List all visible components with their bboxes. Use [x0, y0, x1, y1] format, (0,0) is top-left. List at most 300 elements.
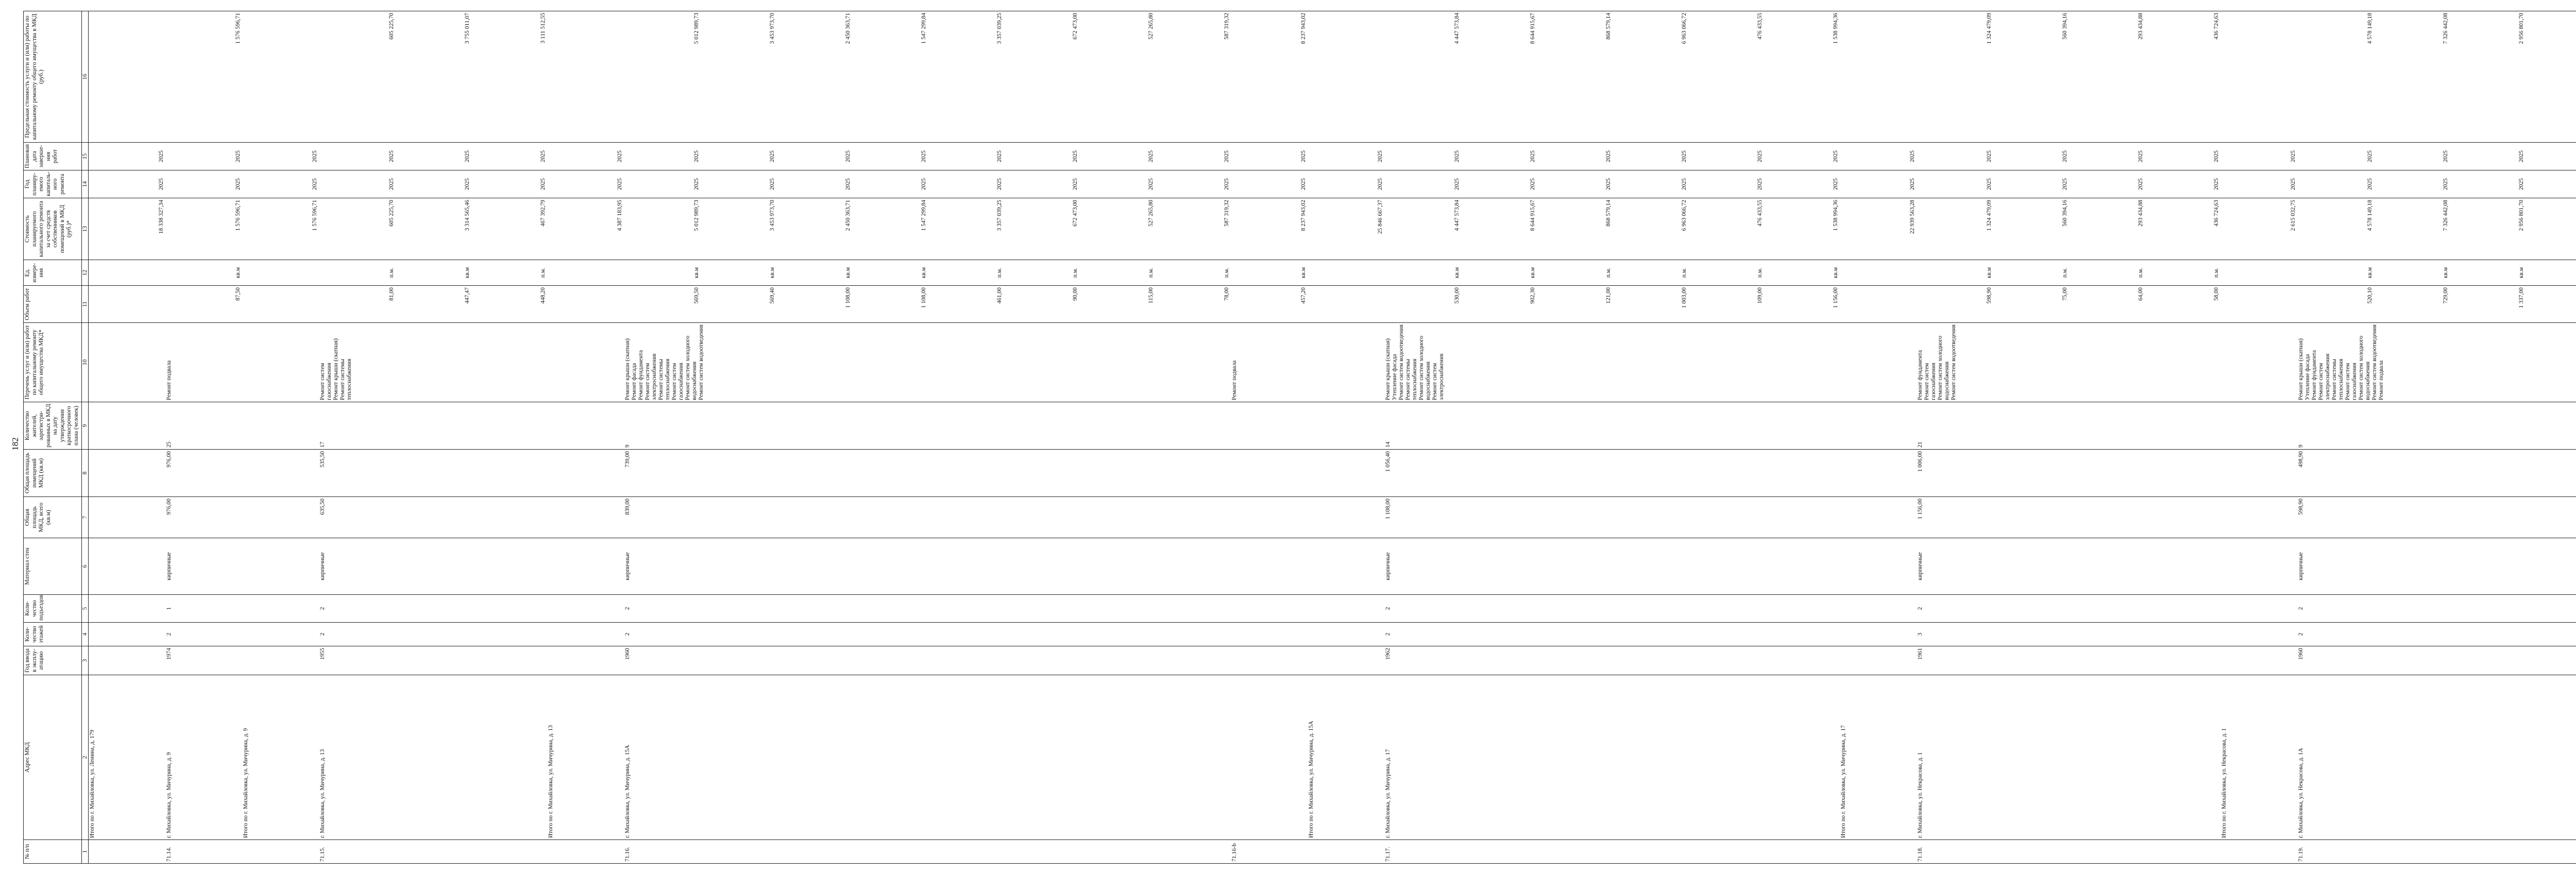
cell-mat	[1840, 538, 1917, 595]
cell-line: 2 615 032,75	[2290, 200, 2296, 231]
cell-n: 71.15.	[319, 840, 547, 864]
cell-line: 3 314 565,46	[464, 200, 470, 231]
cell-lim	[1308, 11, 1384, 143]
cell-vol	[1308, 286, 1384, 323]
column-number: 8	[82, 450, 89, 497]
cell-line: 560 394,16	[2062, 200, 2068, 227]
cell-line: 902,30	[1530, 287, 1536, 304]
cell-line: кв.м	[464, 267, 470, 279]
cell-line: 1 324 479,09	[1986, 13, 1992, 44]
cell-line: 2025	[2518, 150, 2524, 162]
cell-pld	[2221, 143, 2297, 170]
cell-line: 2 450 363,71	[845, 13, 851, 44]
cell-line: 25 846 667,37	[1377, 200, 1383, 234]
cell-line: 2025	[1072, 150, 1078, 162]
cell-fl: 2	[1384, 623, 1840, 646]
cell-line: 2025	[1224, 150, 1230, 162]
cell-unit	[1840, 260, 1917, 286]
cell-line: Ремонт крыши (скатная)	[2298, 338, 2304, 400]
column-number: 9	[82, 402, 89, 450]
cell-ent	[242, 595, 319, 623]
cell-addr	[1308, 675, 1384, 840]
cell-line	[2525, 262, 2576, 284]
cell-year: 1960	[2297, 646, 2576, 675]
cell-line: 2025	[769, 150, 775, 162]
cell-line: 2025	[1909, 178, 1916, 190]
header-cell: Предельная стоимость услуги и (или) работы по капитальному ремонту общего имущества в МКД (руб.)	[24, 11, 82, 143]
cell-n	[1840, 840, 1917, 864]
page-number: 182	[10, 437, 20, 451]
cell-line: кв.м	[2518, 267, 2524, 279]
cell-pa	[1231, 450, 1308, 497]
cell-line: 476 433,55	[1757, 13, 1763, 40]
cell-line: 2025	[388, 150, 395, 162]
cell-line: кв.м	[845, 267, 851, 279]
cell-line: г. Михайловка, ул. Мичурина, д. 13	[319, 749, 326, 838]
cell-unit	[2221, 260, 2297, 286]
cell-line: Итого по г. Михайловка, ул. Ленина, д. 179	[89, 729, 95, 838]
cell-n	[2221, 840, 2297, 864]
cell-vol	[547, 286, 624, 323]
cell-line: 2025	[769, 178, 775, 190]
cell-line	[2525, 144, 2576, 168]
cell-pa: 739,00	[624, 450, 1231, 497]
header-cell: № п/п	[24, 840, 82, 864]
table-row	[2297, 11, 2576, 864]
cell-ent	[1308, 595, 1384, 623]
cell-line: Ремонт систем холодного водоснабжения	[1937, 335, 1950, 400]
cell-mat	[1308, 538, 1384, 595]
cell-line: 520,10	[2367, 287, 2373, 304]
cell-line	[2221, 287, 2297, 321]
cell-res: 9	[2297, 402, 2576, 450]
column-number: 2	[82, 675, 89, 840]
cell-line: п.м.	[2213, 267, 2219, 278]
cell-mat	[1231, 538, 1308, 595]
cell-unit	[547, 260, 624, 286]
cell-line: 7 326 442,08	[2443, 13, 2449, 44]
cell-line: 2025	[1377, 150, 1383, 162]
cell-cost	[319, 198, 547, 260]
cell-fl: 2	[624, 623, 1231, 646]
cell-unit	[89, 260, 166, 286]
cell-line: п.м.	[1072, 267, 1078, 278]
cell-line: п.м.	[1757, 267, 1763, 278]
cell-ta: 1 108,00	[1384, 497, 1840, 538]
cell-fl	[89, 623, 166, 646]
cell-line: г. Михайловка, ул. Мичурина, д. 15А	[624, 745, 631, 838]
cell-line: 1 337,00	[2518, 287, 2524, 309]
cell-unit	[624, 260, 1231, 286]
cell-pa: 976,00	[165, 450, 242, 497]
cell-line: 598,90	[1986, 287, 1992, 304]
cell-line: Итого по г. Михайловка, ул. Мичурина, д. 17	[1840, 725, 1846, 838]
cell-line: п.м.	[1605, 267, 1612, 278]
cell-lim	[624, 11, 1231, 143]
cell-unit	[242, 260, 319, 286]
cell-line: 3 357 039,25	[996, 200, 1003, 231]
cell-line: 2025	[1530, 178, 1536, 190]
cell-vol	[1231, 286, 1308, 323]
cell-line: Ремонт систем газоснабжения	[319, 363, 332, 400]
cell-line: г. Михайловка, ул. Мичурина, д. 17	[1385, 749, 1391, 838]
cell-line: 5 012 989,73	[693, 200, 700, 231]
cell-line: п.м.	[2138, 267, 2144, 278]
cell-line: 4 447 573,84	[1454, 13, 1460, 44]
cell-line: кв.м	[693, 267, 700, 279]
cell-line: 3 755 011,07	[464, 13, 470, 44]
cell-works	[1308, 323, 1384, 402]
cell-line: 8 644 915,67	[1530, 200, 1536, 231]
cell-res: 17	[319, 402, 547, 450]
cell-line: 2025	[388, 178, 395, 190]
cell-pa	[89, 450, 166, 497]
cell-line	[89, 287, 165, 321]
cell-line: 1 576 596,71	[312, 200, 318, 231]
cell-line: 2025	[2213, 178, 2219, 190]
cell-pa: 535,50	[319, 450, 547, 497]
cell-vol	[624, 286, 1231, 323]
cell-line: 1 538 994,36	[1833, 13, 1839, 44]
cell-lim	[547, 11, 624, 143]
cell-ply	[547, 170, 624, 198]
header-cell: Перечень услуг и (или) работ по капитальному ремонту общего имущества МКД*	[24, 323, 82, 402]
cell-line: п.м.	[1224, 267, 1230, 278]
cell-addr	[165, 675, 242, 840]
cell-ta	[1231, 497, 1308, 538]
cell-line	[1840, 287, 1916, 321]
cell-vol	[1917, 286, 2221, 323]
cell-line: Ремонт систем холодного водоснабжения	[2358, 335, 2371, 400]
cell-line	[1308, 324, 1315, 400]
table-row	[1308, 11, 1384, 864]
cell-line: 2025	[1833, 178, 1839, 190]
cell-line: 2025	[158, 150, 164, 162]
header-cell: Объем работ	[24, 286, 82, 323]
cell-lim	[242, 11, 319, 143]
cell-line	[548, 287, 623, 321]
cell-unit	[165, 260, 242, 286]
cell-line: 2025	[617, 150, 623, 162]
cell-mat: кирпичные	[1917, 538, 2221, 595]
cell-line: Ремонт систем холодного водоснабжения	[1418, 335, 1431, 400]
column-number: 6	[82, 538, 89, 595]
cell-line: кв.м	[2367, 267, 2373, 279]
cell-year: 1960	[624, 646, 1231, 675]
cell-line	[2221, 262, 2297, 284]
cell-works	[319, 323, 547, 402]
cell-line: кв.м	[2443, 267, 2449, 279]
cell-ent: 2	[2297, 595, 2576, 623]
cell-line: 2025	[1300, 178, 1307, 190]
cell-line: 2025	[921, 178, 927, 190]
cell-line: 2 956 801,70	[2518, 13, 2524, 44]
cell-line: 2025	[1757, 178, 1763, 190]
header-cell: Коли-чество подъездов	[24, 595, 82, 623]
cell-works	[2297, 323, 2576, 402]
column-number: 15	[82, 143, 89, 170]
cell-line: 6 963 066,72	[1681, 200, 1687, 231]
cell-res	[547, 402, 624, 450]
cell-n: 71.17.	[1384, 840, 1840, 864]
cell-pa: 1 056,40	[1384, 450, 1840, 497]
cell-line	[243, 13, 318, 141]
cell-line: Ремонт системы теплоснабжения	[340, 358, 352, 400]
cell-line: г. Михайловка, ул. Некрасова, д. 1	[1917, 752, 1923, 838]
cell-pld	[547, 143, 624, 170]
cell-line	[243, 287, 318, 321]
cell-line	[2221, 13, 2297, 141]
cell-year	[2221, 646, 2297, 675]
cell-pa	[1308, 450, 1384, 497]
cell-line: Итого по г. Михайловка, ул. Мичурина, д. 15А	[1308, 721, 1314, 838]
cell-line: 2025	[1986, 178, 1992, 190]
cell-line: Ремонт систем электроснабжения	[645, 353, 657, 400]
cell-lim	[1231, 11, 1308, 143]
cell-line: Итого по г. Михайловка, ул. Мичурина, д. 13	[548, 725, 554, 838]
cell-line: 2025	[921, 150, 927, 162]
cell-year: 1955	[319, 646, 547, 675]
cell-line: 121,00	[1605, 287, 1612, 304]
cell-ent	[1231, 595, 1308, 623]
cell-year	[1840, 646, 1917, 675]
cell-line: 2025	[996, 178, 1003, 190]
cell-line: кв.м	[921, 267, 927, 279]
cell-line: 2025	[693, 178, 700, 190]
cell-line: 4 387 183,95	[617, 200, 623, 231]
cell-year: 1961	[1917, 646, 2221, 675]
column-number-row	[82, 11, 89, 864]
cell-line	[89, 324, 96, 400]
cell-line: 2025	[2138, 150, 2144, 162]
cell-fl	[547, 623, 624, 646]
cell-line: Ремонт систем холодного водоснабжения	[685, 335, 698, 400]
cell-works	[165, 323, 242, 402]
cell-mat	[2221, 538, 2297, 595]
cell-pa	[547, 450, 624, 497]
cell-line: кв.м	[1833, 267, 1839, 279]
cell-line	[89, 262, 165, 284]
cell-line: 527 265,80	[1148, 13, 1154, 40]
cell-line: 672 473,00	[1072, 200, 1078, 227]
header-cell: Количество жителей, зарегистри-рованных в МКД на дату утверждения краткосрочного плана (человек)	[24, 402, 82, 450]
cell-mat: кирпичные	[624, 538, 1231, 595]
cell-line: 587 319,32	[1224, 13, 1230, 40]
cell-n: 71.18.	[1917, 840, 2221, 864]
cell-line: п.м.	[1681, 267, 1687, 278]
cell-line: 3 453 973,70	[769, 13, 775, 44]
cell-line: Итого по г. Михайловка, ул. Некрасова, д. 1	[2221, 728, 2227, 838]
cell-year	[547, 646, 624, 675]
header-cell: Материал стен	[24, 538, 82, 595]
cell-line: Ремонт фундамента	[2311, 350, 2317, 400]
cell-ent: 2	[1384, 595, 1840, 623]
cell-fl: 2	[2297, 623, 2576, 646]
cell-line: 2025	[1986, 150, 1992, 162]
cell-line: 2025	[2062, 178, 2068, 190]
table-row	[547, 11, 624, 864]
cell-ply	[89, 170, 166, 198]
cell-year: 1974	[165, 646, 242, 675]
cell-line: 2025	[235, 150, 241, 162]
cell-line: 2025	[1454, 150, 1460, 162]
cell-line: 2025	[235, 178, 241, 190]
cell-year: 1962	[1384, 646, 1840, 675]
cell-works	[624, 323, 1231, 402]
cell-ta: 839,00	[624, 497, 1231, 538]
cell-n: 71.16.	[624, 840, 1231, 864]
cell-line: 569,40	[769, 287, 775, 304]
column-number: 14	[82, 170, 89, 198]
cell-line: 2025	[2138, 178, 2144, 190]
cell-line: кв.м	[1300, 267, 1307, 279]
cell-line: 22 939 563,28	[1909, 200, 1916, 234]
cell-lim	[1917, 11, 2221, 143]
cell-line: 4 447 573,84	[1454, 200, 1460, 231]
cell-n	[547, 840, 624, 864]
cell-line: 436 724,63	[2213, 200, 2219, 227]
cell-ta	[547, 497, 624, 538]
cell-ta	[89, 497, 166, 538]
cell-ply	[319, 170, 547, 198]
cell-unit	[319, 260, 547, 286]
cell-res	[242, 402, 319, 450]
cell-ply	[1840, 170, 1917, 198]
cell-unit	[1917, 260, 2221, 286]
cell-ply	[2297, 170, 2576, 198]
cell-mat: кирпичные	[2297, 538, 2576, 595]
cell-line: 1 576 596,71	[235, 200, 241, 231]
repair-plan-table	[23, 11, 2576, 864]
cell-mat: кирпичные	[319, 538, 547, 595]
cell-line: 2025	[312, 150, 318, 162]
cell-lim	[2221, 11, 2297, 143]
header-cell: Стоимость планируемого капитального ремонта за счет средств собственников помещений в МКД (руб.)*	[24, 198, 82, 260]
cell-line: 2025	[1148, 150, 1154, 162]
cell-line: 2025	[1605, 178, 1612, 190]
cell-line: 2025	[1909, 150, 1916, 162]
cell-works	[547, 323, 624, 402]
cell-line: 3 111 512,55	[540, 13, 546, 44]
cell-works	[1384, 323, 1840, 402]
cell-line: 530,00	[1454, 287, 1460, 304]
cell-line: Ремонт крыши (скатная)	[333, 338, 339, 400]
cell-line: 2025	[1300, 150, 1307, 162]
column-number: 3	[82, 646, 89, 675]
cell-ent: 2	[1917, 595, 2221, 623]
cell-line: 1 538 994,36	[1833, 200, 1839, 231]
cell-addr	[624, 675, 1231, 840]
cell-pa	[2221, 450, 2297, 497]
cell-line: кв.м	[769, 267, 775, 279]
cell-line: 90,00	[1072, 287, 1078, 301]
column-number: 13	[82, 198, 89, 260]
cell-line: 2025	[2367, 150, 2373, 162]
cell-line: 1 108,00	[845, 287, 851, 309]
cell-ent	[1840, 595, 1917, 623]
cell-line: кв.м	[1454, 267, 1460, 279]
cell-ply	[1917, 170, 2221, 198]
cell-line: 1 003,00	[1681, 287, 1687, 309]
cell-lim	[2297, 11, 2576, 143]
cell-line: 8 237 943,02	[1300, 200, 1307, 231]
cell-line: 2025	[1377, 178, 1383, 190]
cell-ta: 976,00	[165, 497, 242, 538]
cell-addr	[1231, 675, 1308, 840]
cell-line: Ремонт подвала	[2378, 360, 2384, 400]
cell-line: 868 579,14	[1605, 200, 1612, 227]
cell-res	[1308, 402, 1384, 450]
cell-line: 2025	[312, 178, 318, 190]
cell-line: 457,20	[1300, 287, 1307, 304]
cell-line: 560 394,16	[2062, 13, 2068, 40]
cell-year	[1231, 646, 1308, 675]
cell-ply	[1308, 170, 1384, 198]
cell-line: Утепление фасада	[2304, 354, 2311, 400]
cell-line: Ремонт систем газоснабжения	[2345, 363, 2358, 400]
cell-works	[1840, 323, 1917, 402]
cell-line	[2221, 324, 2228, 400]
cell-pld	[1384, 143, 1840, 170]
cell-line: 467 392,79	[540, 200, 546, 227]
cell-ta	[2221, 497, 2297, 538]
cell-line: 2025	[617, 178, 623, 190]
cell-line: 2025	[2213, 150, 2219, 162]
cell-cost	[242, 198, 319, 260]
cell-res	[1231, 402, 1308, 450]
cell-line: 2025	[540, 178, 546, 190]
cell-pa	[1840, 450, 1917, 497]
cell-pld	[242, 143, 319, 170]
cell-line: 109,00	[1757, 287, 1763, 304]
cell-works	[2221, 323, 2297, 402]
cell-res	[1840, 402, 1917, 450]
cell-line	[243, 324, 249, 400]
cell-line: 868 579,14	[1605, 13, 1612, 40]
cell-line: 447,47	[464, 287, 470, 304]
cell-line: 436 724,63	[2213, 13, 2219, 40]
cell-cost	[547, 198, 624, 260]
cell-line: 2025	[2290, 150, 2296, 162]
cell-line: 75,00	[2062, 287, 2068, 301]
table-row	[2221, 11, 2297, 864]
cell-cost	[624, 198, 1231, 260]
cell-cost	[1917, 198, 2221, 260]
cell-line: 2025	[1833, 150, 1839, 162]
cell-addr	[2221, 675, 2297, 840]
cell-cost	[1231, 198, 1308, 260]
cell-n	[89, 840, 166, 864]
cell-line: п.м.	[540, 267, 546, 278]
cell-unit	[1384, 260, 1840, 286]
cell-ent: 2	[319, 595, 547, 623]
cell-pa	[242, 450, 319, 497]
cell-line: 527 265,80	[1148, 200, 1154, 227]
cell-line: 2025	[2290, 178, 2296, 190]
cell-line: 2 956 801,70	[2518, 200, 2524, 231]
cell-line: 2025	[693, 150, 700, 162]
cell-line: 4 578 149,18	[2367, 200, 2373, 231]
rotated-table-container	[23, 11, 2524, 864]
cell-pld	[2297, 143, 2576, 170]
cell-line	[1308, 13, 1384, 141]
cell-res: 14	[1384, 402, 1840, 450]
cell-ply	[1231, 170, 1308, 198]
cell-pld	[1840, 143, 1917, 170]
cell-line	[1308, 262, 1384, 284]
cell-vol	[319, 286, 547, 323]
cell-pa: 498,90	[2297, 450, 2576, 497]
